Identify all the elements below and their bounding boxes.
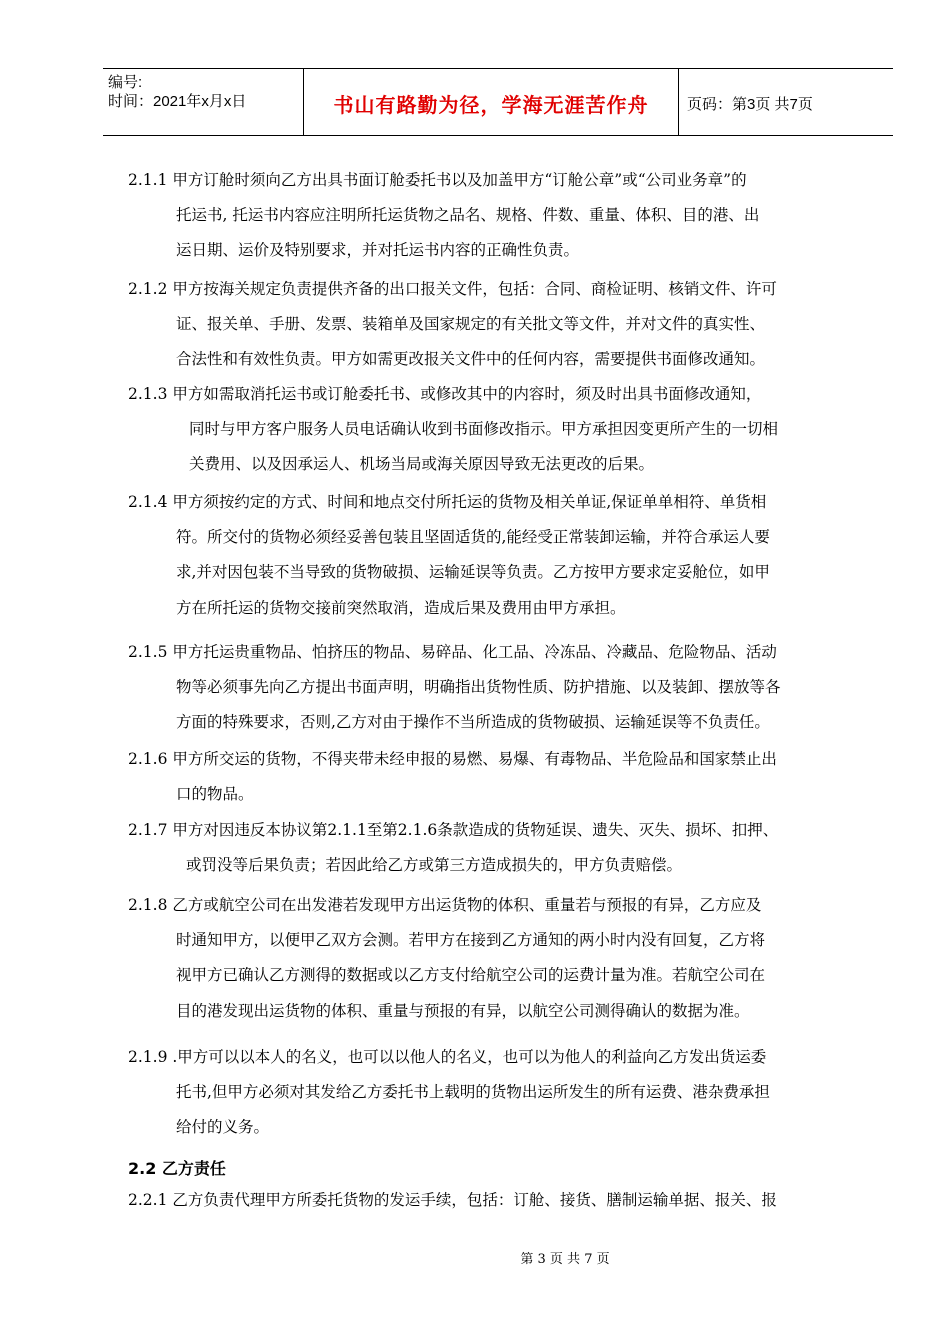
clause-line: 口的物品。 — [176, 785, 254, 804]
clause-line: 物等必须事先向乙方提出书面声明，明确指出货物性质、防护措施、以及装卸、摆放等各 — [176, 678, 781, 697]
clause-line: 证、报关单、手册、发票、装箱单及国家规定的有关批文等文件，并对文件的真实性、 — [176, 315, 766, 334]
footer-page-number: 第 3 页 共 7 页 — [520, 1252, 610, 1267]
clause-line: 符。所交付的货物必须经妥善包装且坚固适货的,能经受正常装卸运输，并符合承运人要 — [176, 528, 770, 547]
clause-line: 方面的特殊要求，否则,乙方对由于操作不当所造成的货物破损、运输延误等不负责任。 — [176, 713, 770, 732]
page-footer — [0, 1248, 950, 1267]
clause-first-line: 2.1.9 .甲方可以以本人的名义，也可以以他人的名义，也可以为他人的利益向乙方发出货运委 — [128, 1048, 767, 1066]
clause-line: 同时与甲方客户服务人员电话确认收到书面修改指示。甲方承担因变更所产生的一切相 — [189, 420, 779, 439]
clause-line: 合法性和有效性负责。甲方如需更改报关文件中的任何内容，需要提供书面修改通知。 — [176, 350, 766, 369]
clause-line: 托书,但甲方必须对其发给乙方委托书上载明的货物出运所发生的所有运费、港杂费承担 — [176, 1083, 770, 1102]
clause-line: 给付的义务。 — [176, 1118, 270, 1137]
clause-line: 求,并对因包装不当导致的货物破损、运输延误等负责。乙方按甲方要求定妥舱位，如甲 — [176, 563, 770, 582]
section-heading: 2.2 乙方责任 — [128, 1159, 226, 1178]
clause-line: 托运书, 托运书内容应注明所托运货物之品名、规格、件数、重量、体积、目的港、出 — [176, 206, 760, 225]
page-header — [103, 68, 893, 136]
clause-first-line: 2.1.2 甲方按海关规定负责提供齐备的出口报关文件，包括：合同、商检证明、核销文件、许可 — [128, 280, 777, 298]
clause-first-line: 2.1.4 甲方须按约定的方式、时间和地点交付所托运的货物及相关单证,保证单单相符、单货相 — [128, 493, 767, 511]
clause-first-line: 2.1.1 甲方订舱时须向乙方出具书面订舱委托书以及加盖甲方“订舱公章”或“公司业务章”的 — [128, 171, 747, 189]
document-number-label: 编号: — [108, 74, 143, 91]
clause-line: 目的港发现出运货物的体积、重量与预报的有异，以航空公司测得确认的数据为准。 — [176, 1001, 750, 1020]
clause-first-line: 2.2.1 乙方负责代理甲方所委托货物的发运手续，包括：订舱、接货、膳制运输单据、报关、报 — [128, 1191, 777, 1209]
header-slogan: 书山有路勤为径，学海无涯苦作舟 — [333, 93, 649, 117]
clause-first-line: 2.1.3 甲方如需取消托运书或订舱委托书、或修改其中的内容时，须及时出具书面修改通知， — [128, 385, 762, 403]
clause-first-line: 2.1.8 乙方或航空公司在出发港若发现甲方出运货物的体积、重量若与预报的有异，乙方应及 — [128, 896, 762, 914]
clause-line: 方在所托运的货物交接前突然取消，造成后果及费用由甲方承担。 — [176, 598, 626, 617]
clause-line: 时通知甲方，以便甲乙双方会测。若甲方在接到乙方通知的两小时内没有回复，乙方将 — [176, 931, 766, 950]
header-left — [103, 69, 303, 135]
header-center — [303, 69, 679, 135]
clause-line: 视甲方已确认乙方测得的数据或以乙方支付给航空公司的运费计量为准。若航空公司在 — [176, 966, 766, 985]
document-date: 时间：2021年x月x日 — [108, 93, 247, 110]
clause-line: 运日期、运价及特别要求，并对托运书内容的正确性负责。 — [176, 241, 580, 260]
clause-line: 关费用、以及因承运人、机场当局或海关原因导致无法更改的后果。 — [189, 455, 655, 474]
clause-first-line: 2.1.7 甲方对因违反本协议第2.1.1至第2.1.6条款造成的货物延误、遗失、灭失、损坏、扣押、 — [128, 821, 779, 839]
clause-first-line: 2.1.6 甲方所交运的货物，不得夹带未经申报的易燃、易爆、有毒物品、半危险品和国家禁止出 — [128, 750, 777, 768]
clause-line: 或罚没等后果负责；若因此给乙方或第三方造成损失的，甲方负责赔偿。 — [186, 856, 683, 875]
clause-first-line: 2.1.5 甲方托运贵重物品、怕挤压的物品、易碎品、化工品、冷冻品、冷藏品、危险物品、活动 — [128, 643, 777, 661]
header-page-number: 页码：第3页 共7页 — [687, 96, 813, 113]
